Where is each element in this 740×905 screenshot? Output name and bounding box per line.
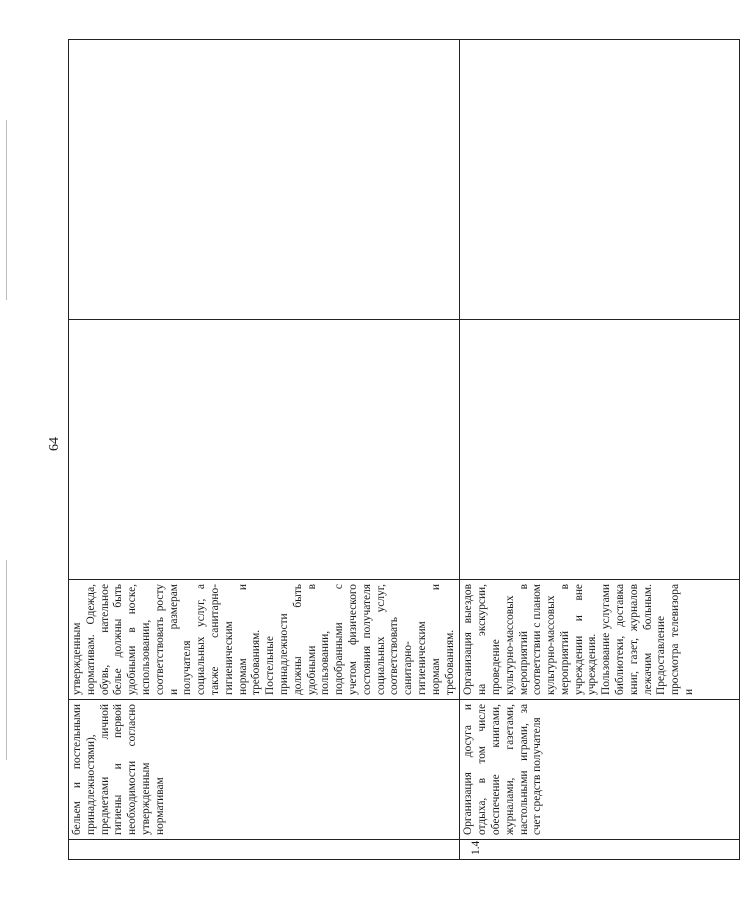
table-row: [460, 40, 740, 860]
rotated-table-region: [68, 40, 696, 860]
empty-cell: [69, 40, 460, 320]
service-standard-cell: Организация выездов на экскурсии, проведение культурно-массовых мероприятий в соответствии с планом культурно-массовых мероприятий в учреждении и вне учреждения. Пользование услугами библиотеки, доставка книг, газет, журналов лежачим больным. Предоставление просмотра телевизора и: [460, 580, 740, 700]
scan-margin-line: [6, 560, 7, 760]
row-number: 1.4: [460, 840, 740, 860]
table-row: [69, 40, 460, 860]
services-table: [68, 39, 740, 860]
rotated-table: [68, 40, 696, 860]
empty-cell: [460, 40, 740, 320]
empty-cell: [460, 320, 740, 580]
page-number: 64: [47, 437, 62, 451]
row-number: [69, 840, 460, 860]
service-standard-cell: утвержденным нормативам. Одежда, обувь, нательное белье должны быть удобными в носке, использовании, соответствовать росту и размерам получателя социальных услуг, а также санитарно-гигиеническим нормам и требованиям. Постельные принадлежности должны быть удобными в пользовании, подобранными с учетом физического состояния получателя социальных услуг, соответствовать санитарно-гигиеническим нормам и требованиям.: [69, 580, 460, 700]
empty-cell: [69, 320, 460, 580]
service-name-cell: бельем и постельными принадлежностями), предметами личной гигиены и первой необходимости согласно утвержденным нормативам: [69, 700, 460, 840]
service-name-cell: Организация досуга и отдыха, в том числе обеспечение книгами, журналами, газетами, настольными играми, за счет средств получателя: [460, 700, 740, 840]
scan-margin-line: [6, 120, 7, 300]
